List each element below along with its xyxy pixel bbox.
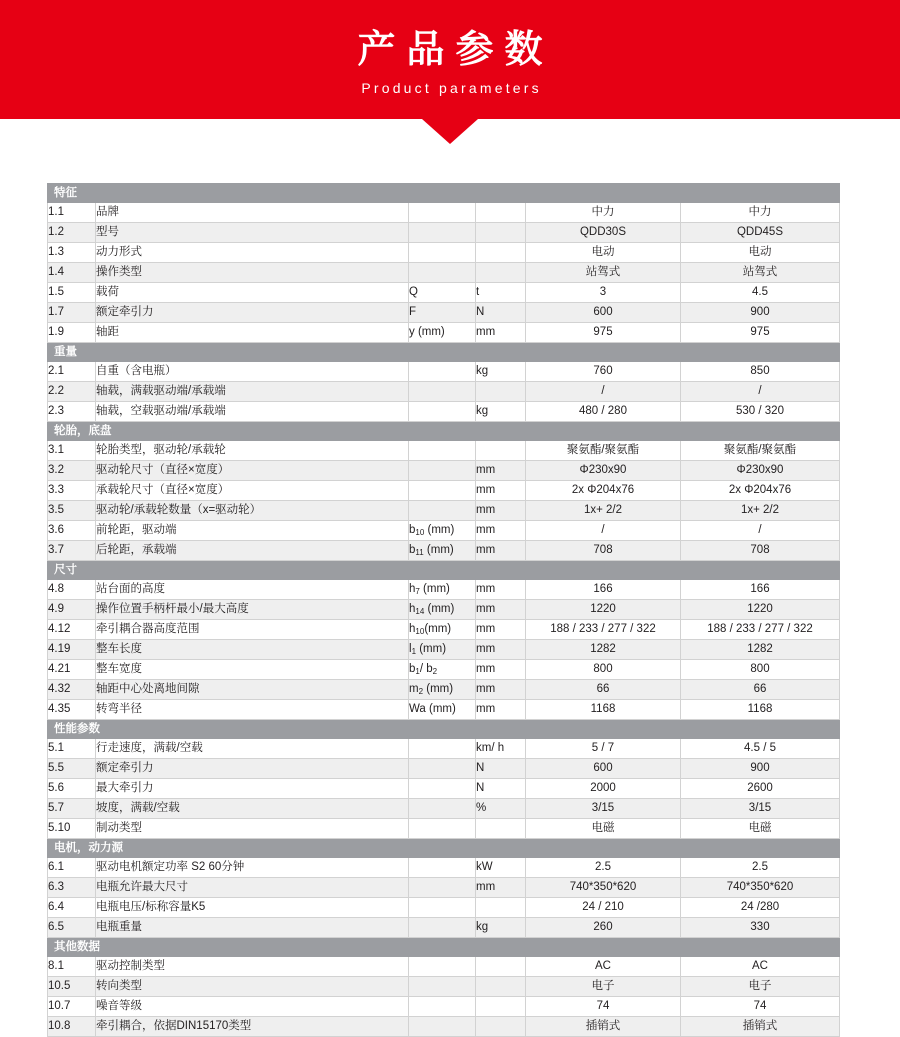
spec-row-unit: kg — [476, 362, 526, 382]
table-row — [48, 501, 840, 521]
table-row — [48, 1017, 840, 1037]
spec-value-model-2: 900 — [681, 303, 840, 323]
spec-row-name: 驱动轮尺寸（直径×宽度） — [96, 461, 409, 481]
spec-row-symbol — [409, 918, 476, 938]
table-row — [48, 461, 840, 481]
spec-row-id: 4.9 — [48, 600, 96, 620]
spec-section-label: 重量 — [48, 343, 840, 362]
table-row — [48, 203, 840, 223]
spec-row-symbol: y (mm) — [409, 323, 476, 343]
spec-value-model-1: 5 / 7 — [526, 739, 681, 759]
spec-value-model-1: 聚氨酯/聚氨酯 — [526, 441, 681, 461]
spec-row-id: 2.1 — [48, 362, 96, 382]
spec-value-model-1: 188 / 233 / 277 / 322 — [526, 620, 681, 640]
spec-value-model-1: / — [526, 521, 681, 541]
spec-row-name: 操作位置手柄杆最小/最大高度 — [96, 600, 409, 620]
spec-row-id: 6.3 — [48, 878, 96, 898]
spec-row-id: 4.12 — [48, 620, 96, 640]
spec-row-unit: mm — [476, 521, 526, 541]
table-row — [48, 362, 840, 382]
spec-value-model-2: QDD45S — [681, 223, 840, 243]
spec-row-unit: t — [476, 283, 526, 303]
spec-row-id: 8.1 — [48, 957, 96, 977]
spec-row-symbol — [409, 402, 476, 422]
spec-value-model-1: 24 / 210 — [526, 898, 681, 918]
spec-value-model-1: 2x Φ204x76 — [526, 481, 681, 501]
spec-row-id: 1.9 — [48, 323, 96, 343]
spec-row-name: 行走速度，满载/空载 — [96, 739, 409, 759]
spec-value-model-1: 1168 — [526, 700, 681, 720]
spec-row-id: 4.19 — [48, 640, 96, 660]
spec-value-model-2: 2.5 — [681, 858, 840, 878]
table-row — [48, 580, 840, 600]
spec-value-model-2: 插销式 — [681, 1017, 840, 1037]
spec-value-model-2: 2600 — [681, 779, 840, 799]
spec-value-model-2: 聚氨酯/聚氨酯 — [681, 441, 840, 461]
spec-value-model-2: / — [681, 521, 840, 541]
spec-row-symbol — [409, 997, 476, 1017]
spec-value-model-2: 850 — [681, 362, 840, 382]
spec-section-header — [48, 343, 840, 362]
table-row — [48, 819, 840, 839]
spec-row-symbol — [409, 739, 476, 759]
spec-row-symbol — [409, 382, 476, 402]
spec-row-id: 1.7 — [48, 303, 96, 323]
spec-value-model-1: QDD30S — [526, 223, 681, 243]
spec-section-label: 尺寸 — [48, 561, 840, 580]
spec-row-name: 后轮距，承载端 — [96, 541, 409, 561]
spec-row-id: 6.4 — [48, 898, 96, 918]
spec-value-model-2: 中力 — [681, 203, 840, 223]
spec-value-model-1: 站驾式 — [526, 263, 681, 283]
spec-row-symbol — [409, 957, 476, 977]
spec-value-model-2: 975 — [681, 323, 840, 343]
spec-section-label: 轮胎，底盘 — [48, 422, 840, 441]
spec-value-model-1: 600 — [526, 759, 681, 779]
spec-row-unit: N — [476, 779, 526, 799]
spec-row-unit: % — [476, 799, 526, 819]
spec-row-name: 额定牵引力 — [96, 759, 409, 779]
spec-row-unit — [476, 819, 526, 839]
spec-value-model-2: 2x Φ204x76 — [681, 481, 840, 501]
spec-value-model-1: / — [526, 382, 681, 402]
spec-value-model-1: 1220 — [526, 600, 681, 620]
spec-section-header — [48, 561, 840, 580]
spec-row-unit: mm — [476, 700, 526, 720]
spec-row-id: 1.3 — [48, 243, 96, 263]
spec-row-name: 整车宽度 — [96, 660, 409, 680]
spec-row-unit: mm — [476, 640, 526, 660]
spec-table-container — [47, 183, 839, 1037]
spec-row-name: 承载轮尺寸（直径×宽度） — [96, 481, 409, 501]
spec-value-model-1: 260 — [526, 918, 681, 938]
spec-value-model-2: 188 / 233 / 277 / 322 — [681, 620, 840, 640]
spec-value-model-1: 中力 — [526, 203, 681, 223]
spec-row-name: 最大牵引力 — [96, 779, 409, 799]
spec-row-symbol — [409, 441, 476, 461]
spec-row-symbol — [409, 1017, 476, 1037]
spec-row-name: 载荷 — [96, 283, 409, 303]
spec-row-name: 轮胎类型，驱动轮/承载轮 — [96, 441, 409, 461]
spec-row-symbol — [409, 362, 476, 382]
spec-row-id: 5.1 — [48, 739, 96, 759]
spec-row-id: 1.5 — [48, 283, 96, 303]
spec-value-model-2: Φ230x90 — [681, 461, 840, 481]
spec-value-model-2: 电子 — [681, 977, 840, 997]
table-row — [48, 997, 840, 1017]
spec-row-unit: mm — [476, 323, 526, 343]
spec-row-id: 5.7 — [48, 799, 96, 819]
table-row — [48, 799, 840, 819]
spec-row-name: 电瓶重量 — [96, 918, 409, 938]
spec-value-model-2: 电磁 — [681, 819, 840, 839]
spec-row-id: 5.5 — [48, 759, 96, 779]
spec-row-symbol: $h_{14}$ (mm) — [409, 600, 476, 620]
spec-row-unit: kg — [476, 918, 526, 938]
table-row — [48, 878, 840, 898]
spec-row-id: 3.2 — [48, 461, 96, 481]
spec-row-name: 轴距中心处离地间隙 — [96, 680, 409, 700]
table-row — [48, 402, 840, 422]
spec-value-model-1: 电磁 — [526, 819, 681, 839]
spec-row-symbol: F — [409, 303, 476, 323]
spec-row-name: 驱动电机额定功率 S2 60分钟 — [96, 858, 409, 878]
spec-row-unit: kg — [476, 402, 526, 422]
spec-row-id: 10.5 — [48, 977, 96, 997]
spec-row-unit: mm — [476, 620, 526, 640]
spec-row-id: 4.35 — [48, 700, 96, 720]
spec-row-symbol — [409, 461, 476, 481]
table-row — [48, 481, 840, 501]
spec-value-model-1: 66 — [526, 680, 681, 700]
spec-row-symbol — [409, 878, 476, 898]
spec-row-name: 品牌 — [96, 203, 409, 223]
spec-row-id: 2.3 — [48, 402, 96, 422]
table-row — [48, 243, 840, 263]
spec-value-model-1: 740*350*620 — [526, 878, 681, 898]
spec-row-id: 4.8 — [48, 580, 96, 600]
spec-row-id: 10.8 — [48, 1017, 96, 1037]
spec-row-name: 动力形式 — [96, 243, 409, 263]
spec-row-symbol: $m_2$ (mm) — [409, 680, 476, 700]
spec-row-symbol — [409, 759, 476, 779]
spec-row-id: 4.21 — [48, 660, 96, 680]
spec-row-id: 3.3 — [48, 481, 96, 501]
spec-value-model-1: 74 — [526, 997, 681, 1017]
spec-row-symbol — [409, 779, 476, 799]
spec-row-symbol: $l_1$ (mm) — [409, 640, 476, 660]
spec-row-unit: mm — [476, 481, 526, 501]
spec-value-model-2: 4.5 / 5 — [681, 739, 840, 759]
spec-row-symbol — [409, 481, 476, 501]
spec-value-model-2: 4.5 — [681, 283, 840, 303]
spec-row-unit: mm — [476, 600, 526, 620]
spec-value-model-1: 3 — [526, 283, 681, 303]
spec-value-model-1: 708 — [526, 541, 681, 561]
spec-row-unit: mm — [476, 680, 526, 700]
spec-row-unit: mm — [476, 580, 526, 600]
table-row — [48, 303, 840, 323]
spec-row-symbol — [409, 501, 476, 521]
spec-row-unit — [476, 243, 526, 263]
spec-row-name: 轴距 — [96, 323, 409, 343]
spec-section-header — [48, 184, 840, 203]
spec-section-header — [48, 422, 840, 441]
spec-row-id: 4.32 — [48, 680, 96, 700]
spec-row-unit — [476, 263, 526, 283]
spec-row-name: 前轮距，驱动端 — [96, 521, 409, 541]
spec-value-model-1: 760 — [526, 362, 681, 382]
spec-value-model-2: 530 / 320 — [681, 402, 840, 422]
spec-row-id: 10.7 — [48, 997, 96, 1017]
table-row — [48, 680, 840, 700]
spec-row-unit: kW — [476, 858, 526, 878]
spec-row-symbol — [409, 819, 476, 839]
spec-row-name: 站台面的高度 — [96, 580, 409, 600]
spec-row-unit — [476, 977, 526, 997]
spec-row-symbol — [409, 203, 476, 223]
spec-row-id: 5.6 — [48, 779, 96, 799]
spec-row-id: 3.1 — [48, 441, 96, 461]
spec-value-model-2: 800 — [681, 660, 840, 680]
page-title: 产品参数 — [357, 27, 554, 71]
spec-row-name: 噪音等级 — [96, 997, 409, 1017]
spec-section-label: 电机，动力源 — [48, 839, 840, 858]
spec-row-symbol — [409, 263, 476, 283]
spec-value-model-2: 740*350*620 — [681, 878, 840, 898]
spec-section-label: 其他数据 — [48, 938, 840, 957]
spec-row-symbol: $h_7$ (mm) — [409, 580, 476, 600]
table-row — [48, 541, 840, 561]
spec-row-symbol — [409, 977, 476, 997]
spec-row-symbol — [409, 799, 476, 819]
spec-value-model-2: 900 — [681, 759, 840, 779]
spec-row-name: 额定牵引力 — [96, 303, 409, 323]
spec-row-unit — [476, 957, 526, 977]
spec-value-model-2: 66 — [681, 680, 840, 700]
spec-row-name: 驱动轮/承载轮数量（x=驱动轮） — [96, 501, 409, 521]
spec-row-name: 整车长度 — [96, 640, 409, 660]
spec-row-name: 电瓶允许最大尺寸 — [96, 878, 409, 898]
spec-row-id: 1.2 — [48, 223, 96, 243]
spec-row-symbol: $b_{10}$ (mm) — [409, 521, 476, 541]
banner-notch-triangle — [422, 119, 478, 144]
spec-value-model-2: 330 — [681, 918, 840, 938]
spec-value-model-1: 电子 — [526, 977, 681, 997]
spec-section-header — [48, 720, 840, 739]
spec-row-name: 牵引耦合，依据DIN15170类型 — [96, 1017, 409, 1037]
spec-value-model-1: 1x+ 2/2 — [526, 501, 681, 521]
spec-row-unit: km/ h — [476, 739, 526, 759]
spec-row-unit: N — [476, 303, 526, 323]
spec-value-model-2: 1220 — [681, 600, 840, 620]
spec-value-model-2: 1x+ 2/2 — [681, 501, 840, 521]
spec-row-unit — [476, 997, 526, 1017]
spec-value-model-1: 2.5 — [526, 858, 681, 878]
spec-value-model-2: 1168 — [681, 700, 840, 720]
spec-row-name: 型号 — [96, 223, 409, 243]
table-row — [48, 977, 840, 997]
spec-value-model-1: 3/15 — [526, 799, 681, 819]
spec-row-symbol: $b_1/$ $b_2$ — [409, 660, 476, 680]
table-row — [48, 620, 840, 640]
spec-value-model-2: AC — [681, 957, 840, 977]
product-parameters-table — [47, 183, 840, 1037]
spec-row-name: 电瓶电压/标称容量K5 — [96, 898, 409, 918]
spec-section-label: 性能参数 — [48, 720, 840, 739]
spec-value-model-1: 975 — [526, 323, 681, 343]
table-row — [48, 739, 840, 759]
page-subtitle: Product parameters — [361, 80, 542, 96]
spec-value-model-2: 1282 — [681, 640, 840, 660]
spec-row-symbol: $h_{10}(mm)$ — [409, 620, 476, 640]
spec-row-name: 坡度，满载/空载 — [96, 799, 409, 819]
table-row — [48, 521, 840, 541]
spec-row-symbol — [409, 223, 476, 243]
spec-row-unit — [476, 1017, 526, 1037]
spec-row-id: 5.10 — [48, 819, 96, 839]
table-row — [48, 858, 840, 878]
spec-section-header — [48, 938, 840, 957]
table-row — [48, 700, 840, 720]
spec-row-id: 1.4 — [48, 263, 96, 283]
spec-value-model-2: 24 /280 — [681, 898, 840, 918]
spec-row-symbol — [409, 243, 476, 263]
spec-value-model-2: 166 — [681, 580, 840, 600]
table-row — [48, 898, 840, 918]
spec-row-name: 操作类型 — [96, 263, 409, 283]
spec-row-name: 转弯半径 — [96, 700, 409, 720]
spec-row-id: 3.6 — [48, 521, 96, 541]
spec-value-model-1: 电动 — [526, 243, 681, 263]
spec-value-model-1: 1282 — [526, 640, 681, 660]
spec-value-model-2: 3/15 — [681, 799, 840, 819]
spec-row-name: 轴载，满载驱动端/承载端 — [96, 382, 409, 402]
spec-section-label: 特征 — [48, 184, 840, 203]
spec-row-unit: mm — [476, 878, 526, 898]
spec-row-name: 轴载，空载驱动端/承载端 — [96, 402, 409, 422]
spec-row-unit: mm — [476, 541, 526, 561]
table-row — [48, 957, 840, 977]
spec-row-id: 6.5 — [48, 918, 96, 938]
spec-row-name: 制动类型 — [96, 819, 409, 839]
spec-row-id: 3.5 — [48, 501, 96, 521]
spec-value-model-1: 插销式 — [526, 1017, 681, 1037]
spec-row-name: 牵引耦合器高度范围 — [96, 620, 409, 640]
spec-value-model-2: 74 — [681, 997, 840, 1017]
spec-row-unit — [476, 441, 526, 461]
spec-row-symbol — [409, 858, 476, 878]
spec-value-model-2: 站驾式 — [681, 263, 840, 283]
spec-row-unit — [476, 898, 526, 918]
spec-row-unit — [476, 223, 526, 243]
spec-row-symbol — [409, 898, 476, 918]
table-row — [48, 640, 840, 660]
spec-row-unit: mm — [476, 660, 526, 680]
spec-table-body — [48, 184, 840, 1037]
table-row — [48, 600, 840, 620]
spec-row-name: 驱动控制类型 — [96, 957, 409, 977]
spec-row-unit: N — [476, 759, 526, 779]
table-row — [48, 283, 840, 303]
table-row — [48, 759, 840, 779]
table-row — [48, 323, 840, 343]
spec-value-model-1: AC — [526, 957, 681, 977]
spec-row-id: 6.1 — [48, 858, 96, 878]
spec-value-model-1: 480 / 280 — [526, 402, 681, 422]
spec-value-model-1: 166 — [526, 580, 681, 600]
spec-row-symbol: $b_{11}$ (mm) — [409, 541, 476, 561]
spec-row-unit: mm — [476, 501, 526, 521]
table-row — [48, 779, 840, 799]
table-row — [48, 660, 840, 680]
spec-value-model-2: 708 — [681, 541, 840, 561]
spec-section-header — [48, 839, 840, 858]
page-header-banner — [0, 0, 900, 119]
spec-value-model-2: 电动 — [681, 243, 840, 263]
spec-value-model-2: / — [681, 382, 840, 402]
spec-value-model-1: 800 — [526, 660, 681, 680]
spec-row-symbol: Q — [409, 283, 476, 303]
spec-row-unit — [476, 203, 526, 223]
spec-row-id: 2.2 — [48, 382, 96, 402]
spec-value-model-1: 600 — [526, 303, 681, 323]
spec-value-model-1: Φ230x90 — [526, 461, 681, 481]
spec-row-name: 自重（含电瓶） — [96, 362, 409, 382]
table-row — [48, 918, 840, 938]
table-row — [48, 263, 840, 283]
spec-row-id: 1.1 — [48, 203, 96, 223]
spec-value-model-1: 2000 — [526, 779, 681, 799]
spec-row-unit: mm — [476, 461, 526, 481]
spec-row-symbol: Wa (mm) — [409, 700, 476, 720]
table-row — [48, 441, 840, 461]
spec-row-id: 3.7 — [48, 541, 96, 561]
spec-row-name: 转向类型 — [96, 977, 409, 997]
table-row — [48, 382, 840, 402]
spec-row-unit — [476, 382, 526, 402]
table-row — [48, 223, 840, 243]
